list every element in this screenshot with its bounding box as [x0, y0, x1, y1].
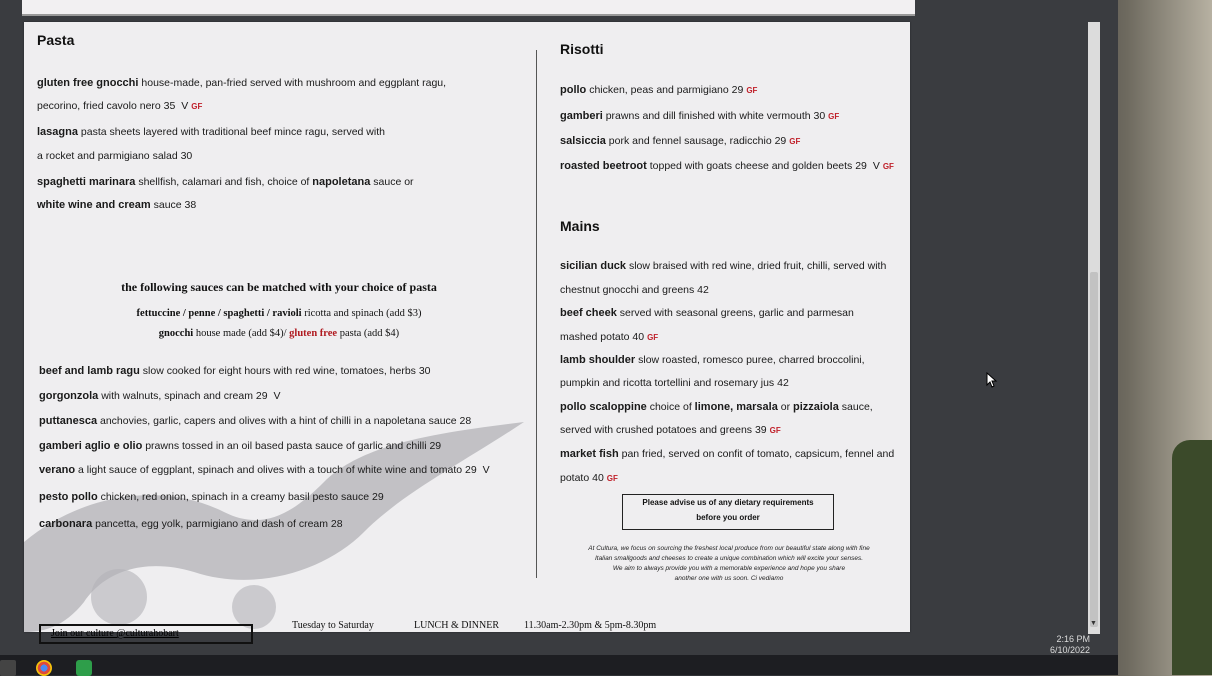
opening-days: Tuesday to Saturday	[292, 620, 374, 631]
menu-item: spaghetti marinara shellfish, calamari and fish, choice of napoletana sauce or	[37, 176, 414, 188]
sauces-heading: the following sauces can be matched with your choice of pasta	[121, 280, 437, 294]
menu-item: gluten free gnocchi house-made, pan-fried served with mushroom and eggplant ragu,	[37, 77, 447, 89]
app-icon[interactable]	[76, 660, 92, 676]
vertical-scrollbar[interactable]	[1088, 22, 1100, 634]
sauce-item: gamberi aglio e olio prawns tossed in an oil based pasta sauce of garlic and chilli 29	[39, 440, 442, 452]
main-item-line2: pumpkin and ricotta tortellini and rosemary jus 42	[560, 377, 789, 389]
main-item-line2: chestnut gnocchi and greens 42	[560, 284, 709, 296]
main-item: beef cheek served with seasonal greens, garlic and parmesan	[560, 307, 854, 319]
risotti-heading: Risotti	[560, 41, 604, 57]
sauce-item: beef and lamb ragu slow cooked for eight hours with red wine, tomatoes, herbs 30	[39, 365, 431, 377]
start-icon[interactable]	[0, 660, 16, 676]
main-item: pollo scaloppine choice of limone, marsala or pizzaiola sauce,	[560, 401, 873, 413]
sauce-item: verano a light sauce of eggplant, spinach and olives with a touch of white wine and tomato 29 V	[39, 464, 490, 476]
main-item: lamb shoulder slow roasted, romesco puree, charred broccolini,	[560, 354, 865, 366]
meal-service: LUNCH & DINNER	[414, 620, 499, 631]
mains-heading: Mains	[560, 218, 600, 234]
sauce-item: puttanesca anchovies, garlic, capers and olives with a hint of chilli in a napoletana sauce 28	[39, 415, 472, 427]
pasta-heading: Pasta	[37, 32, 75, 48]
risotto-item: pollo chicken, peas and parmigiano 29 GF	[560, 84, 758, 96]
menu-item-line2: pecorino, fried cavolo nero 35 V GF	[37, 100, 203, 112]
chrome-icon[interactable]	[36, 660, 52, 676]
main-item-line2: potato 40 GF	[560, 472, 618, 484]
pasta-options-line: fettuccine / penne / spaghetti / ravioli ricotta and spinach (add $3)	[136, 308, 422, 319]
scroll-down-icon[interactable]: ▼	[1090, 620, 1097, 627]
main-item: market fish pan fried, served on confit of tomato, capsicum, fennel and	[560, 448, 895, 460]
taskbar	[0, 655, 1118, 675]
scrollbar-thumb[interactable]	[1090, 272, 1098, 627]
main-item-line2: mashed potato 40 GF	[560, 331, 659, 343]
previous-page-edge	[22, 0, 915, 16]
dietary-notice: Please advise us of any dietary requirements before you order	[622, 494, 834, 530]
main-item: sicilian duck slow braised with red wine, dried fruit, chilli, served with	[560, 260, 887, 272]
menu-item-line2: white wine and cream sauce 38	[37, 199, 197, 211]
system-clock[interactable]: 2:16 PM 6/10/2022	[1049, 634, 1090, 655]
risotto-item: salsiccia pork and fennel sausage, radicchio 29 GF	[560, 135, 801, 147]
risotto-item: roasted beetroot topped with goats cheese and golden beets 29 V GF	[560, 160, 894, 172]
mouse-cursor-icon	[986, 372, 998, 388]
menu-page	[24, 22, 910, 639]
opening-hours: 11.30am-2.30pm & 5pm-8.30pm	[524, 620, 657, 631]
menu-item: lasagna pasta sheets layered with traditional beef mince ragu, served with	[37, 126, 385, 138]
gnocchi-options-line: gnocchi house made (add $4)/ gluten free pasta (add $4)	[158, 328, 400, 339]
risotto-item: gamberi prawns and dill finished with white vermouth 30 GF	[560, 110, 840, 122]
column-divider	[536, 50, 537, 578]
menu-item-line2: a rocket and parmigiano salad 30	[37, 150, 193, 162]
sauce-item: gorgonzola with walnuts, spinach and cream 29 V	[39, 390, 281, 402]
social-link[interactable]: Join our culture @culturahobart	[39, 624, 253, 644]
sauce-item: pesto pollo chicken, red onion, spinach in a creamy basil pesto sauce 29	[39, 491, 384, 503]
background-object	[1172, 440, 1212, 675]
main-item-line2: served with crushed potatoes and greens 39 GF	[560, 424, 781, 436]
about-note: At Cultura, we focus on sourcing the freshest local produce from our beautiful state along with fine Italian smallgoods and cheeses to create a unique combination which will excite your senses. We aim to always provide you with a memorable experience and hope you share another one with us soon. Ci vediamo	[588, 545, 870, 582]
sauce-item: carbonara pancetta, egg yolk, parmigiano and dash of cream 28	[39, 518, 343, 530]
